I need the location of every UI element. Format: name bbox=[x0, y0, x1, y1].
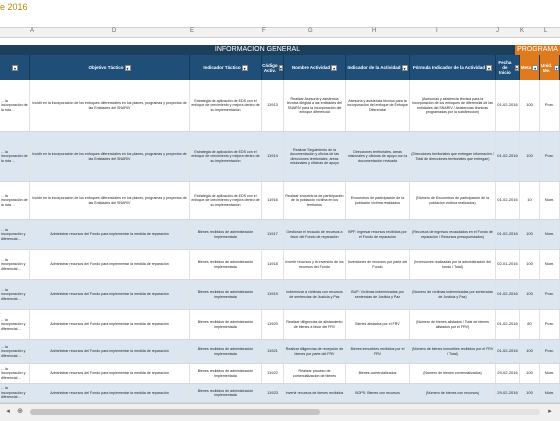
cell-indicador-tactico[interactable]: Bienes recibidos de administración implementada bbox=[190, 250, 262, 279]
column-letter[interactable]: K bbox=[520, 28, 525, 34]
cell-unidad[interactable]: Núm. bbox=[540, 182, 560, 219]
column-letter[interactable]: D bbox=[112, 28, 117, 34]
header-nombre-actividad[interactable]: Nombre Actividad ▾ bbox=[284, 55, 346, 80]
cell-indicador-tactico[interactable]: Bienes recibidos de administración implementada bbox=[190, 364, 262, 383]
column-letter[interactable]: G bbox=[308, 28, 313, 34]
column-letter[interactable]: A bbox=[30, 28, 35, 34]
column-letter[interactable]: I bbox=[436, 28, 438, 34]
cell-formula[interactable]: (Recursos de ingresos recaudados en el Fondo de reparación / Recursos presupuestados) bbox=[410, 220, 496, 249]
cell-codigo[interactable]: 11916 bbox=[262, 182, 284, 219]
header-meta[interactable]: Meta ▾ bbox=[520, 55, 540, 80]
scrollbar-thumb[interactable] bbox=[30, 409, 320, 415]
cell-formula[interactable]: (Inversiones realizadas por la administración del fondo / Total) bbox=[410, 250, 496, 279]
filter-dropdown-icon[interactable]: ▾ bbox=[13, 65, 16, 71]
cell-nombre-actividad[interactable]: Realizar Asesoría y asistencia técnica dirigida a las entidades del SNARIV para la incorporación del enfoque diferencial bbox=[284, 80, 346, 131]
filter-dropdown-icon[interactable]: ▾ bbox=[126, 65, 129, 71]
cell-codigo[interactable]: 11917 bbox=[262, 220, 284, 249]
cell-a[interactable]: ... la incorporación y diferencial ... bbox=[0, 220, 30, 249]
table-row bbox=[0, 132, 560, 182]
cell-indicador-tactico[interactable]: Estrategia de aplicación de EDS con el enfoque de crecimiento y mejora dentro de su implementación bbox=[190, 182, 262, 219]
column-letter[interactable]: J bbox=[496, 28, 499, 34]
cell-unidad[interactable]: Porc. bbox=[540, 280, 560, 309]
cell-codigo[interactable]: 11921 bbox=[262, 340, 284, 363]
header-indicador-tactico[interactable]: Indicador Táctico ▾ bbox=[190, 55, 262, 80]
cell-formula[interactable]: (Número de bienes inmuebles recibidos por el FRV / Total) bbox=[410, 340, 496, 363]
next-sheet-icon[interactable]: ▸ bbox=[548, 408, 552, 415]
cell-objetivo[interactable]: Administrar recursos del Fondo para implementar la medida de reparación bbox=[30, 340, 190, 363]
cell-meta[interactable]: 80 bbox=[520, 310, 540, 339]
cell-unidad[interactable]: Núm. bbox=[540, 220, 560, 249]
column-letter[interactable]: L bbox=[544, 28, 548, 34]
header-col-a[interactable] bbox=[0, 55, 30, 80]
cell-unidad[interactable]: Núm. bbox=[540, 364, 560, 383]
cell-formula[interactable]: (Número de bienes alistados / Total de bienes alistados por el FRV) bbox=[410, 310, 496, 339]
cell-codigo[interactable]: 11922 bbox=[262, 364, 284, 383]
band-informacion-general: INFORMACION GENERAL bbox=[0, 45, 515, 55]
cell-objetivo[interactable]: Incidir en la incorporación de los enfoques diferenciales en los planes, programas y proyectos de las Entidades del SNARIV bbox=[30, 132, 190, 181]
column-letter[interactable]: E bbox=[190, 28, 195, 34]
cell-objetivo[interactable]: Administrar recursos del Fondo para implementar la medida de reparación bbox=[30, 364, 190, 383]
cell-meta[interactable]: 100 bbox=[520, 80, 540, 131]
sheet-status-bar bbox=[0, 403, 560, 421]
cell-a[interactable]: ... la incorporación y diferencial ... bbox=[0, 250, 30, 279]
filter-dropdown-icon[interactable]: ▾ bbox=[515, 65, 518, 71]
cell-nombre-actividad[interactable]: Gestionar el recaudo de recursos a favor del Fondo de reparación bbox=[284, 220, 346, 249]
cell-indicador-actividad[interactable]: BPF: Ingresar recursos recibidos por el Fondo de reparación bbox=[346, 220, 410, 249]
cell-nombre-actividad[interactable]: Realizar diligencias de alistamiento de bienes a favor del FRV bbox=[284, 310, 346, 339]
cell-fecha[interactable]: 01-02-2016 bbox=[496, 132, 520, 181]
cell-objetivo[interactable]: Administrar recursos del Fondo para implementar la medida de reparación bbox=[30, 250, 190, 279]
cell-formula[interactable]: (Asesorías y asistencia técnica para la incorporación de los enfoques de diferencial de las entidades del SNARIV / Asistencias técnicas programadas por la subdirección) bbox=[410, 80, 496, 131]
cell-a[interactable]: ... la incorporación y diferencial ... bbox=[0, 310, 30, 339]
cell-indicador-actividad[interactable]: Bienes alistados por el FRV bbox=[346, 310, 410, 339]
column-letter[interactable]: F bbox=[262, 28, 266, 34]
column-letter[interactable]: H bbox=[372, 28, 377, 34]
filter-dropdown-icon[interactable]: ▾ bbox=[243, 65, 246, 71]
filter-dropdown-icon[interactable]: ▾ bbox=[488, 65, 491, 71]
column-letter-header bbox=[0, 27, 560, 38]
cell-objetivo[interactable]: Administrar recursos del Fondo para implementar la medida de reparación bbox=[30, 280, 190, 309]
cell-meta[interactable]: 100 bbox=[520, 220, 540, 249]
cell-indicador-tactico[interactable]: Bienes recibidos de administración implementada bbox=[190, 384, 262, 402]
window-title: e 2016 bbox=[0, 2, 28, 12]
cell-fecha[interactable]: 01-02-2016 bbox=[496, 220, 520, 249]
cell-indicador-tactico[interactable]: Bienes recibidos de administración implementada bbox=[190, 280, 262, 309]
horizontal-scrollbar[interactable] bbox=[30, 409, 540, 415]
cell-meta[interactable]: 100 bbox=[520, 250, 540, 279]
cell-unidad[interactable]: Porc. bbox=[540, 310, 560, 339]
header-formula-indicador[interactable]: Fórmula Indicador de la Actividad ▾ bbox=[410, 55, 496, 80]
cell-objetivo[interactable]: Incidir en la incorporación de los enfoques diferenciales en los planes, programas y proyectos de las Entidades del SNARIV bbox=[30, 80, 190, 131]
cell-fecha[interactable]: 01-02-2016 bbox=[496, 310, 520, 339]
cell-fecha[interactable]: 01-02-2016 bbox=[496, 80, 520, 131]
cell-meta[interactable]: 100 bbox=[520, 364, 540, 383]
cell-objetivo[interactable]: Incidir en la incorporación de los enfoques diferenciales en los planes, programas y proyectos de las Entidades del SNARIV bbox=[30, 182, 190, 219]
table-row bbox=[0, 310, 560, 340]
cell-codigo[interactable]: 11923 bbox=[262, 384, 284, 402]
add-sheet-icon[interactable]: ⊕ bbox=[17, 408, 23, 415]
cell-indicador-actividad[interactable]: Bienes comercializados bbox=[346, 364, 410, 383]
cell-indicador-actividad[interactable]: Asesoría y asistencia técnica para la incorporación del enfoque de Enfoque Diferencial bbox=[346, 80, 410, 131]
cell-meta[interactable]: 100 bbox=[520, 384, 540, 402]
cell-codigo[interactable]: 11920 bbox=[262, 310, 284, 339]
cell-indicador-actividad[interactable]: Direcciones territoriales, áreas misionales y oficinas de apoyo con la documentación revisada bbox=[346, 132, 410, 181]
table-row bbox=[0, 220, 560, 250]
cell-indicador-tactico[interactable]: Bienes recibidos de administración implementada bbox=[190, 310, 262, 339]
cell-a[interactable]: ... la incorporación y diferencial ... bbox=[0, 280, 30, 309]
table-row bbox=[0, 182, 560, 220]
cell-a[interactable]: ... la incorporación y diferencial ... bbox=[0, 384, 30, 402]
cell-nombre-actividad[interactable]: Realizar diligencias de recepción de bienes por parte del FRV bbox=[284, 340, 346, 363]
header-indicador-actividad[interactable]: Indicador de la Actividad ▾ bbox=[346, 55, 410, 80]
filter-dropdown-icon[interactable]: ▾ bbox=[333, 65, 336, 71]
filter-dropdown-icon[interactable]: ▾ bbox=[555, 65, 558, 71]
cell-meta[interactable]: 100 bbox=[520, 280, 540, 309]
cell-a[interactable]: ... la incorporación y diferencial ... bbox=[0, 340, 30, 363]
cell-fecha[interactable]: 29-02-2016 bbox=[496, 364, 520, 383]
cell-codigo[interactable]: 11918 bbox=[262, 250, 284, 279]
cell-a[interactable]: ... la incorporación de la ruta ... bbox=[0, 132, 30, 181]
cell-formula[interactable]: (Número de Encuentros de participación de la población víctima realizados) bbox=[410, 182, 496, 219]
cell-indicador-actividad[interactable]: Encuentros de participación de la población víctima realizados bbox=[346, 182, 410, 219]
cell-fecha[interactable]: 02-01-2016 bbox=[496, 250, 520, 279]
cell-codigo[interactable]: 11913 bbox=[262, 80, 284, 131]
header-objetivo-tactico[interactable]: Objetivo Táctico ▾ bbox=[30, 55, 190, 80]
table-row bbox=[0, 340, 560, 364]
cell-nombre-actividad[interactable]: Realizar encuentros de participación de la población víctima en los territorios bbox=[284, 182, 346, 219]
cell-formula[interactable]: (Número de bienes comercializados) bbox=[410, 364, 496, 383]
cell-indicador-tactico[interactable]: Bienes recibidos de administración implementada bbox=[190, 220, 262, 249]
cell-a[interactable]: ... la incorporación de la ruta ... bbox=[0, 182, 30, 219]
cell-nombre-actividad[interactable]: Invertir recursos de bienes recibidos bbox=[284, 384, 346, 402]
cell-fecha[interactable]: 01-02-2016 bbox=[496, 280, 520, 309]
header-fecha-inicio[interactable]: Fecha de Inicio ▾ bbox=[496, 55, 520, 80]
cell-indicador-actividad[interactable]: Inversiones de recursos por parte del Fondo bbox=[346, 250, 410, 279]
cell-indicador-actividad[interactable]: BUP: Víctimas indemnizadas por sentencias de Justicia y Paz bbox=[346, 280, 410, 309]
cell-nombre-actividad[interactable]: Indemnizar a víctimas con recursos de sentencias de Justicia y Paz bbox=[284, 280, 346, 309]
cell-objetivo[interactable]: Administrar recursos del Fondo para implementar la medida de reparación bbox=[30, 220, 190, 249]
cell-unidad[interactable]: Porc. bbox=[540, 340, 560, 363]
table-row bbox=[0, 280, 560, 310]
cell-indicador-tactico[interactable]: Estrategia de aplicación de EDS con el enfoque de crecimiento y mejora dentro de su implementación bbox=[190, 80, 262, 131]
cell-unidad[interactable]: Porc. bbox=[540, 80, 560, 131]
band-programa: PROGRAMA bbox=[515, 45, 560, 55]
cell-meta[interactable]: 100 bbox=[520, 340, 540, 363]
header-codigo-actividad[interactable]: Código Activ. ▾ bbox=[262, 55, 284, 80]
cell-meta[interactable]: 10 bbox=[520, 182, 540, 219]
prev-sheet-icon[interactable]: ◂ bbox=[6, 408, 10, 415]
cell-nombre-actividad[interactable]: Realizar Seguimiento de la documentación y oficios de las direcciones territoriales, áreas misionales y oficinas de apoyo bbox=[284, 132, 346, 181]
cell-fecha[interactable]: 01-02-2016 bbox=[496, 182, 520, 219]
filter-dropdown-icon[interactable]: ▾ bbox=[403, 65, 406, 71]
cell-indicador-tactico[interactable]: Bienes recibidos de administración implementada bbox=[190, 340, 262, 363]
table-row bbox=[0, 80, 560, 132]
filter-dropdown-icon[interactable]: ▾ bbox=[534, 65, 537, 71]
cell-fecha[interactable]: 01-02-2016 bbox=[496, 340, 520, 363]
cell-objetivo[interactable]: Administrar recursos del Fondo para implementar la medida de reparación bbox=[30, 384, 190, 402]
cell-codigo[interactable]: 11919 bbox=[262, 280, 284, 309]
cell-codigo[interactable]: 11914 bbox=[262, 132, 284, 181]
cell-objetivo[interactable]: Administrar recursos del Fondo para implementar la medida de reparación bbox=[30, 310, 190, 339]
cell-nombre-actividad[interactable]: Realizar proceso de comercialización de bienes bbox=[284, 364, 346, 383]
cell-indicador-actividad[interactable]: BOPS: Bienes con recursos bbox=[346, 384, 410, 402]
cell-meta[interactable]: 100 bbox=[520, 132, 540, 181]
filter-dropdown-icon[interactable]: ▾ bbox=[279, 65, 282, 71]
cell-fecha[interactable]: 29-02-2016 bbox=[496, 384, 520, 402]
cell-unidad[interactable]: Núm. bbox=[540, 250, 560, 279]
cell-a[interactable]: ... la incorporación de la ruta ... bbox=[0, 80, 30, 131]
cell-indicador-actividad[interactable]: Bienes inmuebles recibidos por el FRV bbox=[346, 340, 410, 363]
cell-indicador-tactico[interactable]: Estrategia de aplicación de EDS con el enfoque de crecimiento y mejora dentro de su implementación bbox=[190, 132, 262, 181]
cell-formula[interactable]: (Número de víctimas indemnizadas por sentencias de Justicia y Paz) bbox=[410, 280, 496, 309]
table-row bbox=[0, 250, 560, 280]
cell-unidad[interactable]: Núm. bbox=[540, 384, 560, 402]
table-row bbox=[0, 384, 560, 403]
cell-formula[interactable]: (Direcciones territoriales que entregan información / Total de direcciones territoriales que entregan) bbox=[410, 132, 496, 181]
title-bar bbox=[0, 0, 560, 17]
cell-nombre-actividad[interactable]: Invertir recursos y la inversión de los recursos del Fondo bbox=[284, 250, 346, 279]
cell-formula[interactable]: (Número de bienes con recursos) bbox=[410, 384, 496, 402]
table-row bbox=[0, 364, 560, 384]
cell-unidad[interactable]: Porc. bbox=[540, 132, 560, 181]
cell-a[interactable]: ... la incorporación y diferencial ... bbox=[0, 364, 30, 383]
header-unidad-medida[interactable]: Unid. Me. ▾ bbox=[540, 55, 560, 80]
